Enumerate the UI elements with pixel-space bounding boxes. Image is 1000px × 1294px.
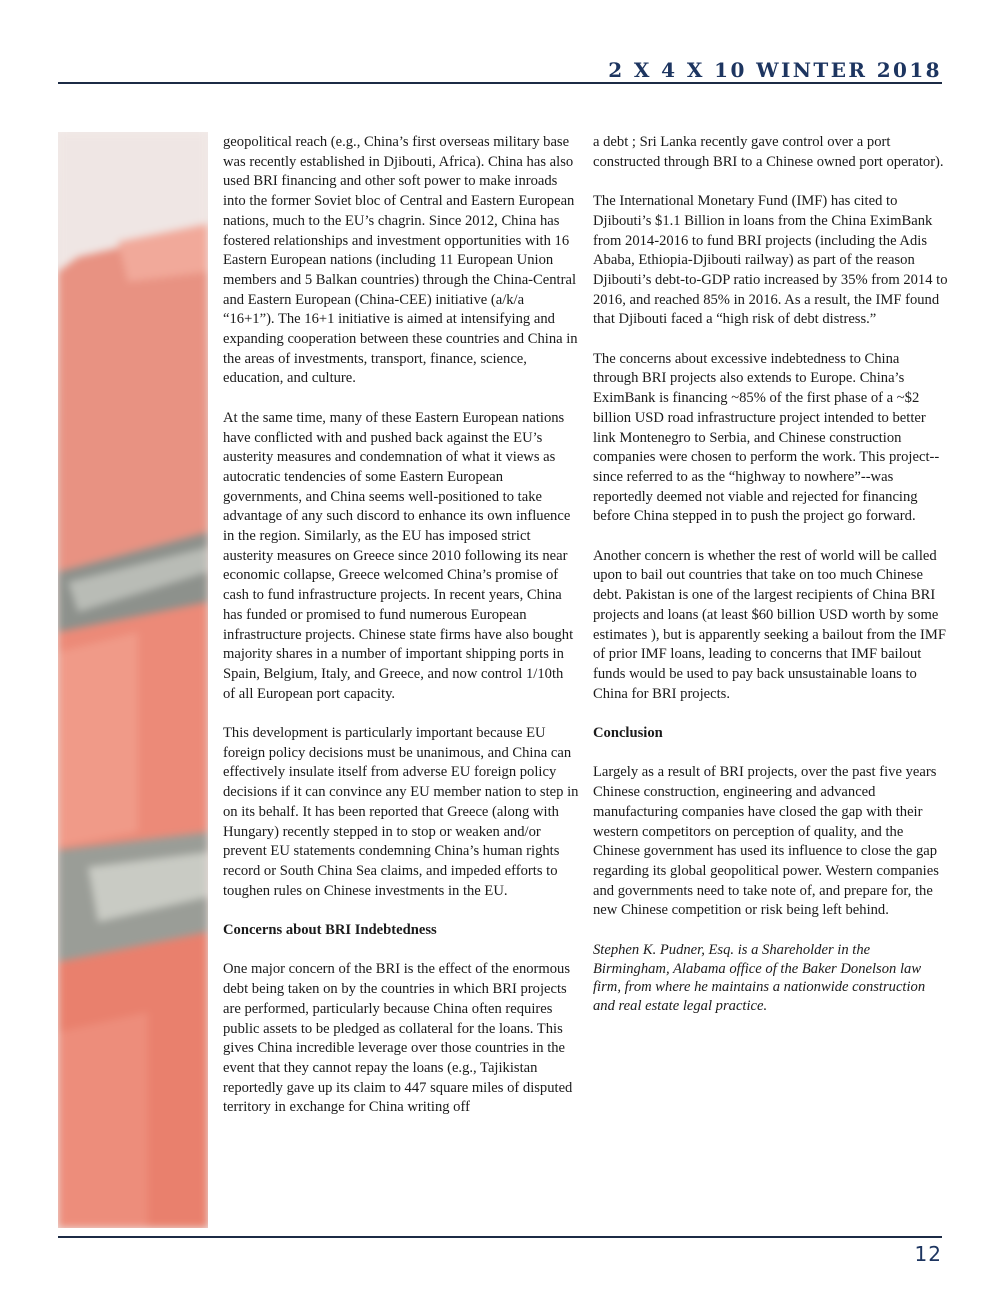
author-bio: Stephen K. Pudner, Esq. is a Shareholder in the Birmingham, Alabama office of the Baker Donelson law firm, from where he maintains a nationwide construction and real estate legal practice. — [593, 941, 926, 1015]
body-paragraph: Largely as a result of BRI projects, over the past five years Chinese construction, engineering and advanced manufacturing companies have closed the gap with their western competitors on perception of quality, and the Chinese government has used its influence to close the gap regarding its global geopolitical power. Western companies and governments need to take note of, and prepare for, the new Chinese competition or risk being left behind. — [593, 764, 939, 919]
stone-layers-illustration — [58, 132, 208, 1228]
header-rule — [58, 82, 942, 84]
article-column-left — [223, 133, 579, 1118]
section-heading: Concerns about BRI Indebtedness — [223, 922, 437, 939]
decorative-photo — [58, 132, 208, 1228]
article-column-right — [593, 133, 948, 1016]
body-paragraph: Another concern is whether the rest of world will be called upon to bail out countries that take on too much Chinese debt. Pakistan is one of the largest recipients of China BRI projects and loans (at least $60 billion USD worth by some estimates ), but is apparently seeking a bailout from the IMF of prior IMF loans, leading to concerns that IMF bailout funds would be used to pay back unsustainable loans to China for BRI projects. — [593, 547, 947, 702]
body-paragraph: One major concern of the BRI is the effect of the enormous debt being taken on by the countries in which BRI projects are performed, particularly because China often requires public assets to be pledged as collateral for the loans. This gives China incredible leverage over those countries in the event that they cannot repay the loans (e.g., Tajikistan reportedly gave up its claim to 447 square miles of disputed territory in exchange for China writing off — [223, 961, 573, 1116]
header-title: 2 X 4 X 10 WINTER 2018 — [608, 58, 942, 82]
body-paragraph: a debt ; Sri Lanka recently gave control over a port constructed through BRI to a Chinese owned port operator). — [593, 134, 944, 170]
body-paragraph: The concerns about excessive indebtedness to China through BRI projects also extends to Europe. China’s EximBank is financing ~85% of the first phase of a ~$2 billion USD road infrastructure project intended to better link Montenegro to Serbia, and Chinese construction companies were chosen to perform the work. This project--since referred to as the “highway to nowhere”--was reportedly deemed not viable and rejected for financing before China stepped in to push the project go forward. — [593, 350, 940, 525]
page-number: 12 — [914, 1242, 942, 1266]
section-heading: Conclusion — [593, 725, 663, 742]
body-paragraph: This development is particularly important because EU foreign policy decisions must be unanimous, and China can effectively insulate itself from adverse EU foreign policy decisions if it can convince any EU member nation to step in on its behalf. It has been reported that Greece (along with Hungary) recently stepped in to stop or weaken and/or prevent EU statements condemning China’s human rights record or South China Sea claims, and impeded efforts to toughen rules on Chinese investments in the EU. — [223, 725, 579, 899]
body-paragraph: geopolitical reach (e.g., China’s first overseas military base was recently established in Djibouti, Africa). China has also used BRI financing and other soft power to make inroads into the former Soviet bloc of Central and Eastern European nations, much to the EU’s chagrin. Since 2012, China has fostered relationships and investment opportunities with 16 Eastern European nations (including 11 European Union members and 5 Balkan countries) through the China-Central and Eastern European (China-CEE) initiative (a/k/a “16+1”). The 16+1 initiative is aimed at intensifying and expanding cooperation between these countries and China in the areas of investments, transport, finance, science, education, and culture. — [223, 134, 578, 387]
body-paragraph: At the same time, many of these Eastern European nations have conflicted with and pushed back against the EU’s austerity measures and condemnation of what it views as autocratic tendencies of some Eastern European governments, and China seems well-positioned to take advantage of any such discord to enhance its own influence in the region. Similarly, as the EU has imposed strict austerity measures on Greece since 2010 following its near economic collapse, Greece welcomed China’s promise of cash to fund infrastructure projects. In recent years, China has funded or promised to fund numerous European infrastructure projects. Chinese state firms have also bought majority shares in a number of important shipping ports in Spain, Belgium, Italy, and Greece, and now control 1/10th of all European port capacity. — [223, 409, 574, 702]
body-paragraph: The International Monetary Fund (IMF) has cited to Djibouti’s $1.1 Billion in loans from the China EximBank from 2014-2016 to fund BRI projects (including the Adis Ababa, Ethiopia-Djibouti railway) as part of the reason Djibouti’s debt-to-GDP ratio increased by 35% from 2014 to 2016, and reached 85% in 2016. As a result, the IMF found that Djibouti faced a “high risk of debt distress.” — [593, 193, 948, 328]
footer-rule — [58, 1236, 942, 1238]
